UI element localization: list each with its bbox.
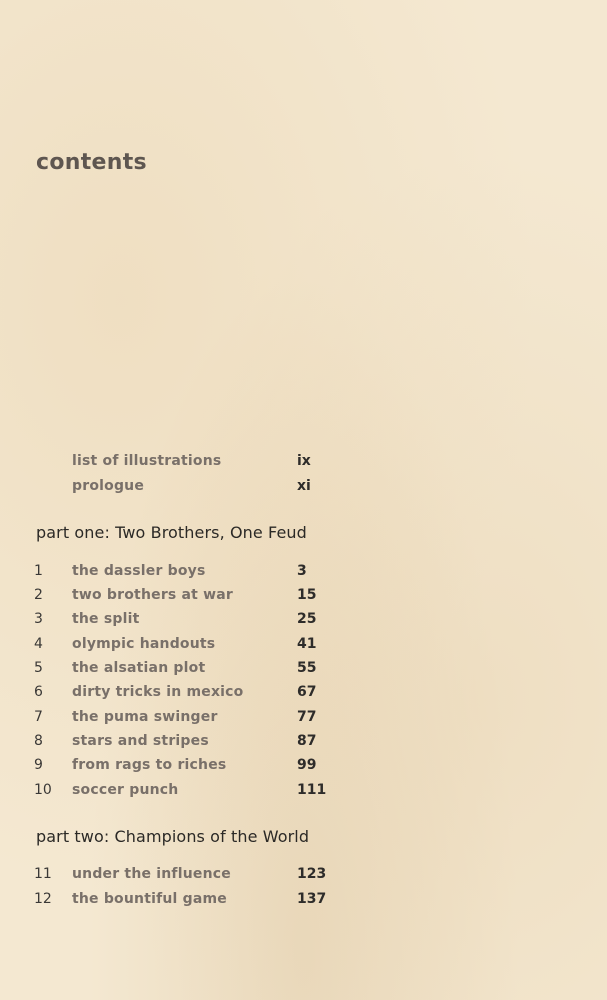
- toc-chapter-7: [0, 706, 607, 728]
- chapter-page: 87: [297, 733, 317, 749]
- toc-entry-list-of-illustrations: [0, 450, 607, 472]
- chapter-label: the puma swinger: [72, 709, 218, 725]
- toc-chapter-11: [0, 863, 607, 885]
- part-two-heading: part two: Champions of the World: [36, 827, 310, 846]
- entry-page: xi: [297, 478, 311, 494]
- chapter-label: under the influence: [72, 866, 231, 882]
- page-title: contents: [36, 150, 147, 175]
- chapter-number: 12: [34, 891, 52, 907]
- chapter-page: 3: [297, 563, 307, 579]
- chapter-label: two brothers at war: [72, 587, 234, 603]
- toc-chapter-8: [0, 730, 607, 752]
- chapter-label: the bountiful game: [72, 891, 227, 907]
- chapter-number: 1: [34, 563, 43, 579]
- part-one-heading: part one: Two Brothers, One Feud: [36, 523, 307, 542]
- entry-label: prologue: [72, 478, 145, 494]
- toc-chapter-1: [0, 560, 607, 582]
- entry-label: list of illustrations: [72, 453, 222, 469]
- toc-chapter-5: [0, 657, 607, 679]
- toc-chapter-9: [0, 754, 607, 776]
- chapter-page: 67: [297, 684, 317, 700]
- chapter-label: the alsatian plot: [72, 660, 206, 676]
- chapter-page: 15: [297, 587, 317, 603]
- chapter-page: 123: [297, 866, 327, 882]
- chapter-number: 4: [34, 636, 43, 652]
- toc-chapter-3: [0, 608, 607, 630]
- chapter-label: stars and stripes: [72, 733, 209, 749]
- chapter-page: 111: [297, 782, 327, 798]
- chapter-number: 8: [34, 733, 43, 749]
- chapter-number: 6: [34, 684, 43, 700]
- show-through-texture: [240, 36, 360, 496]
- chapter-page: 41: [297, 636, 317, 652]
- chapter-page: 77: [297, 709, 317, 725]
- chapter-label: dirty tricks in mexico: [72, 684, 244, 700]
- toc-chapter-2: [0, 584, 607, 606]
- chapter-page: 99: [297, 757, 317, 773]
- chapter-number: 7: [34, 709, 43, 725]
- chapter-label: soccer punch: [72, 782, 179, 798]
- chapter-label: from rags to riches: [72, 757, 227, 773]
- toc-chapter-10: [0, 779, 607, 801]
- chapter-page: 137: [297, 891, 327, 907]
- chapter-number: 2: [34, 587, 43, 603]
- toc-chapter-6: [0, 681, 607, 703]
- toc-chapter-12: [0, 888, 607, 910]
- chapter-page: 25: [297, 611, 317, 627]
- toc-chapter-4: [0, 633, 607, 655]
- chapter-number: 9: [34, 757, 43, 773]
- toc-entry-prologue: [0, 475, 607, 497]
- chapter-number: 5: [34, 660, 43, 676]
- chapter-number: 11: [34, 866, 52, 882]
- entry-page: ix: [297, 453, 311, 469]
- chapter-label: olympic handouts: [72, 636, 216, 652]
- chapter-number: 10: [34, 782, 52, 798]
- chapter-label: the dassler boys: [72, 563, 206, 579]
- chapter-page: 55: [297, 660, 317, 676]
- chapter-label: the split: [72, 611, 140, 627]
- chapter-number: 3: [34, 611, 43, 627]
